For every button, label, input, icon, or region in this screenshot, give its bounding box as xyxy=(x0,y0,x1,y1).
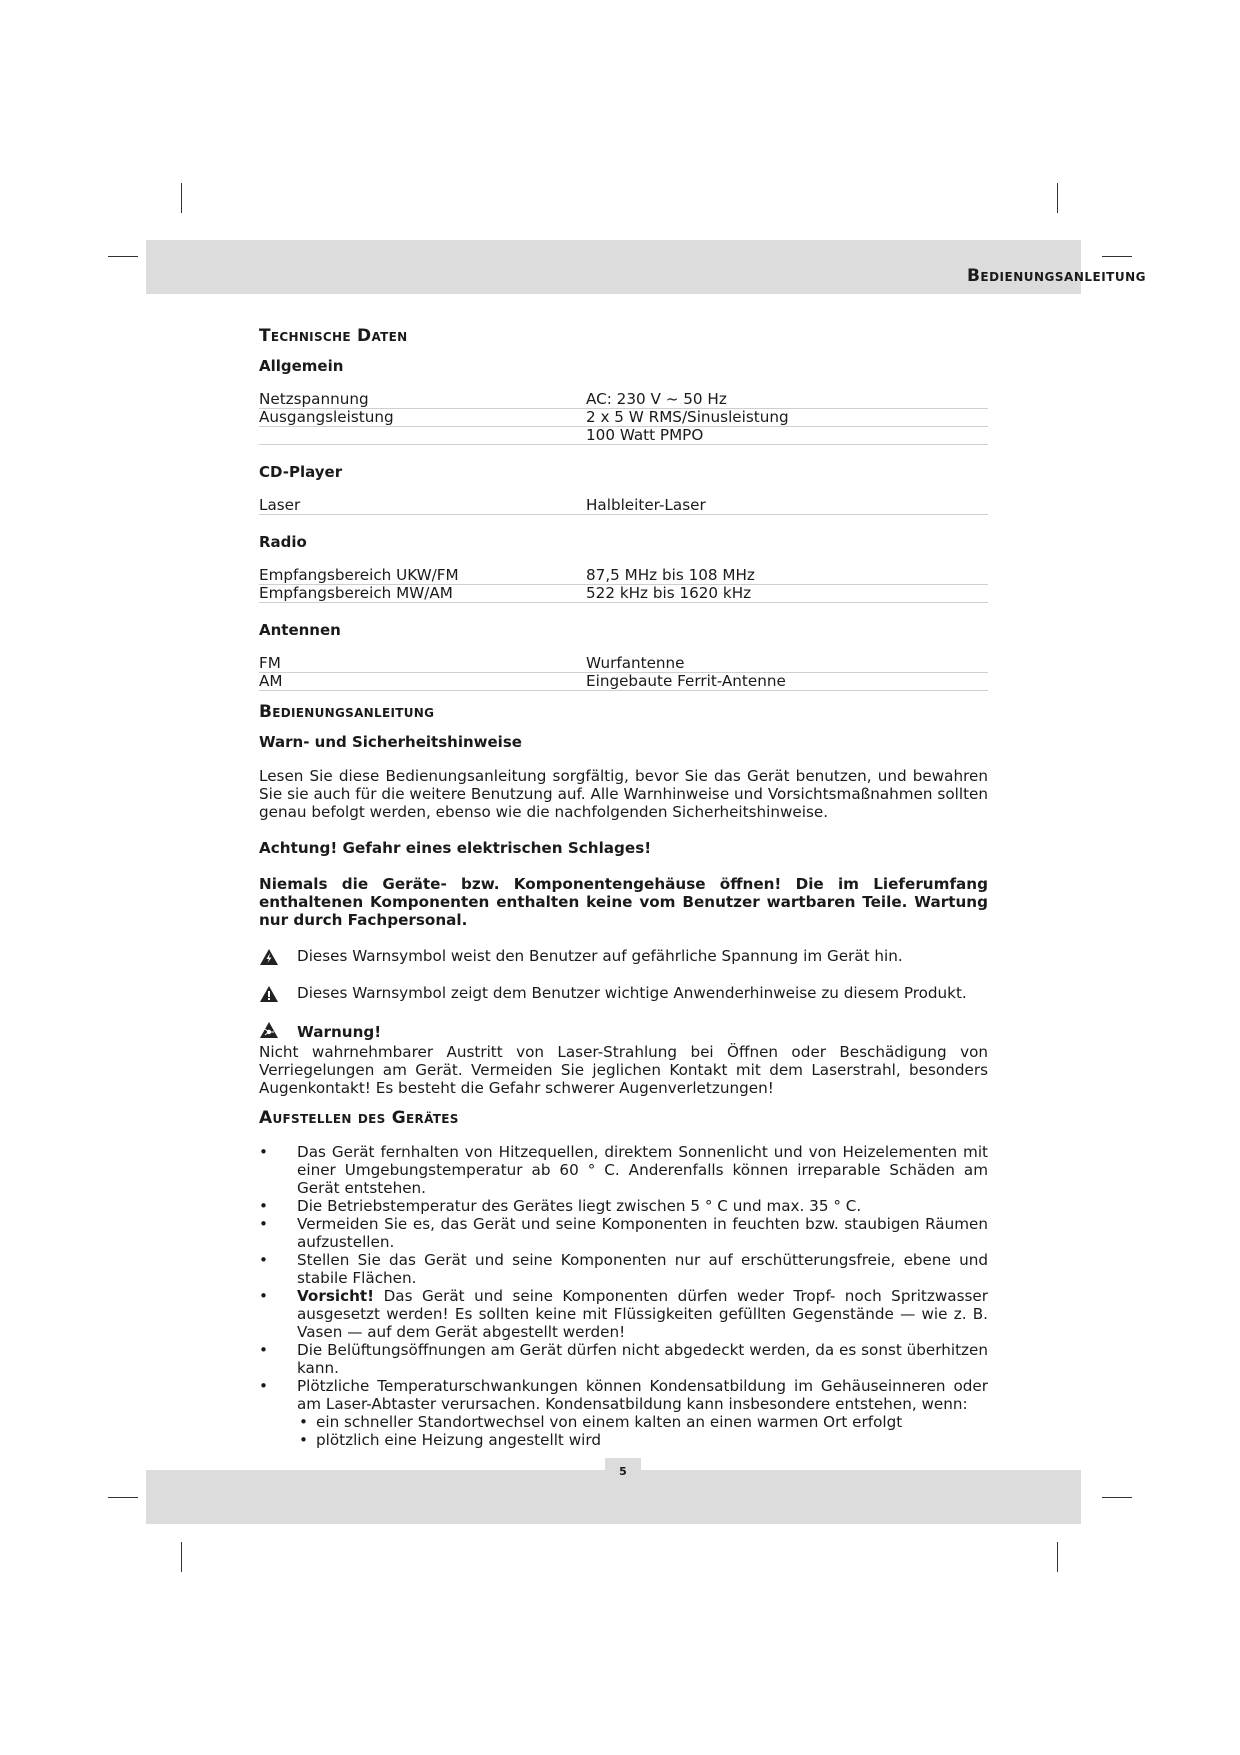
shock-warning: Achtung! Gefahr eines elektrischen Schlages! xyxy=(259,839,652,857)
section-title-setup: Aufstellen des Gerätes xyxy=(259,1108,459,1128)
notice-symbol-text: Dieses Warnsymbol zeigt dem Benutzer wichtige Anwenderhinweise zu diesem Produkt. xyxy=(297,984,967,1002)
subsection-title: Warn- und Sicherheitshinweise xyxy=(259,733,522,751)
laser-warning-head xyxy=(259,1021,988,1043)
spec-row xyxy=(259,391,988,409)
laser-warning-text: Nicht wahrnehmbarer Austritt von Laser-Strahlung bei Öffnen oder Beschädigung von Verriegelungen am Gerät. Vermeiden Sie jeglichen Kontakt mit dem Laserstrahl, besonders Augenkontakt! Es besteht die Gefahr schwerer Augenverletzungen! xyxy=(259,1043,988,1097)
spec-value: Halbleiter-Laser xyxy=(586,496,706,514)
spec-table-cd xyxy=(259,497,988,515)
header-title: Bedienungsanleitung xyxy=(966,266,1146,286)
group-title: CD-Player xyxy=(259,463,343,481)
setup-list xyxy=(259,1143,988,1449)
spec-table-general xyxy=(259,391,988,445)
page-number: 5 xyxy=(605,1458,641,1486)
laser-warning xyxy=(259,1021,988,1097)
condensation-sublist xyxy=(297,1413,988,1449)
spec-key: Netzspannung xyxy=(259,390,369,408)
caution-label: Vorsicht! xyxy=(297,1287,375,1305)
spec-key: Empfangsbereich MW/AM xyxy=(259,584,453,602)
spec-row xyxy=(259,655,988,673)
list-item xyxy=(259,1287,988,1341)
laser-warning-title: Warnung! xyxy=(297,1023,382,1041)
spec-value: 87,5 MHz bis 108 MHz xyxy=(586,566,755,584)
spec-key: Laser xyxy=(259,496,301,514)
condensation-text: Plötzliche Temperaturschwankungen können Kondensatbildung im Gehäuseinneren oder am Laser-Abtaster verursachen. Kondensatbildung kann insbesondere entstehen, wenn: xyxy=(297,1377,988,1413)
spec-key: FM xyxy=(259,654,281,672)
section-title-tech: Technische Daten xyxy=(259,326,408,346)
intro-paragraph: Lesen Sie diese Bedienungsanleitung sorgfältig, bevor Sie das Gerät benutzen, und bewahren Sie sie auch für die weitere Benutzung auf. Alle Warnhinweise und Vorsichtsmaßnahmen sollten genau befolgt werden, ebenso wie die nachfolgenden Sicherheitshinweise. xyxy=(259,767,988,821)
page-content xyxy=(259,327,988,1449)
spec-row xyxy=(259,409,988,427)
spec-value: 2 x 5 W RMS/Sinusleistung xyxy=(586,408,789,426)
spec-value: 100 Watt PMPO xyxy=(586,426,704,444)
crop-mark xyxy=(1102,1497,1132,1498)
spec-row xyxy=(259,567,988,585)
crop-mark xyxy=(108,1497,138,1498)
sub-list-item: • plötzlich eine Heizung angestellt wird xyxy=(297,1431,988,1449)
sub-list-item: • ein schneller Standortwechsel von einem kalten an einen warmen Ort erfolgt xyxy=(297,1413,988,1431)
voltage-symbol-note xyxy=(259,947,988,966)
spec-table-antennas xyxy=(259,655,988,691)
spec-row xyxy=(259,427,988,445)
list-item: • Das Gerät fernhalten von Hitzequellen, direktem Sonnenlicht und von Heizelementen mit einer Umgebungstemperatur ab 60 ° C. Anderenfalls können irreparable Schäden am Gerät entstehen. xyxy=(259,1143,988,1197)
notice-symbol-note xyxy=(259,984,988,1003)
crop-mark xyxy=(181,183,182,213)
housing-warning: Niemals die Geräte- bzw. Komponentengehäuse öffnen! Die im Lieferumfang enthaltenen Komponenten enthalten keine vom Benutzer wartbaren Teile. Wartung nur durch Fachpersonal. xyxy=(259,875,988,929)
list-item: • Vermeiden Sie es, das Gerät und seine Komponenten in feuchten bzw. staubigen Räumen aufzustellen. xyxy=(259,1215,988,1251)
crop-mark xyxy=(1057,183,1058,213)
crop-mark xyxy=(181,1542,182,1572)
spec-value: AC: 230 V ~ 50 Hz xyxy=(586,390,727,408)
crop-mark xyxy=(1102,256,1132,257)
spec-value: 522 kHz bis 1620 kHz xyxy=(586,584,752,602)
group-title: Antennen xyxy=(259,621,341,639)
group-title: Radio xyxy=(259,533,307,551)
crop-mark xyxy=(108,256,138,257)
list-item: • Die Belüftungsöffnungen am Gerät dürfen nicht abgedeckt werden, da es sonst überhitzen kann. xyxy=(259,1341,988,1377)
crop-mark xyxy=(1057,1542,1058,1572)
spec-key: AM xyxy=(259,672,283,690)
laser-warning-icon xyxy=(259,1021,297,1043)
spec-value: Wurfantenne xyxy=(586,654,685,672)
spec-row xyxy=(259,497,988,515)
header-band xyxy=(146,240,1081,294)
exclamation-warning-icon xyxy=(259,984,297,1003)
spec-key: Ausgangsleistung xyxy=(259,408,394,426)
group-title: Allgemein xyxy=(259,357,344,375)
spec-value: Eingebaute Ferrit-Antenne xyxy=(586,672,786,690)
caution-text: Das Gerät und seine Komponenten dürfen weder Tropf- noch Spritzwasser ausgesetzt werden! Es sollten keine mit Flüssigkeiten gefüllten Gegenstände — wie z. B. Vasen — auf dem Gerät abgestellt werden! xyxy=(297,1287,988,1341)
spec-row xyxy=(259,585,988,603)
lightning-warning-icon xyxy=(259,947,297,966)
spec-key xyxy=(259,427,586,444)
list-item xyxy=(259,1377,988,1449)
list-item: • Stellen Sie das Gerät und seine Komponenten nur auf erschütterungsfreie, ebene und stabile Flächen. xyxy=(259,1251,988,1287)
spec-table-radio xyxy=(259,567,988,603)
list-item: • Die Betriebstemperatur des Gerätes liegt zwischen 5 ° C und max. 35 ° C. xyxy=(259,1197,988,1215)
section-title-manual: Bedienungsanleitung xyxy=(259,702,435,722)
spec-row xyxy=(259,673,988,691)
voltage-symbol-text: Dieses Warnsymbol weist den Benutzer auf gefährliche Spannung im Gerät hin. xyxy=(297,947,903,965)
spec-key: Empfangsbereich UKW/FM xyxy=(259,566,459,584)
